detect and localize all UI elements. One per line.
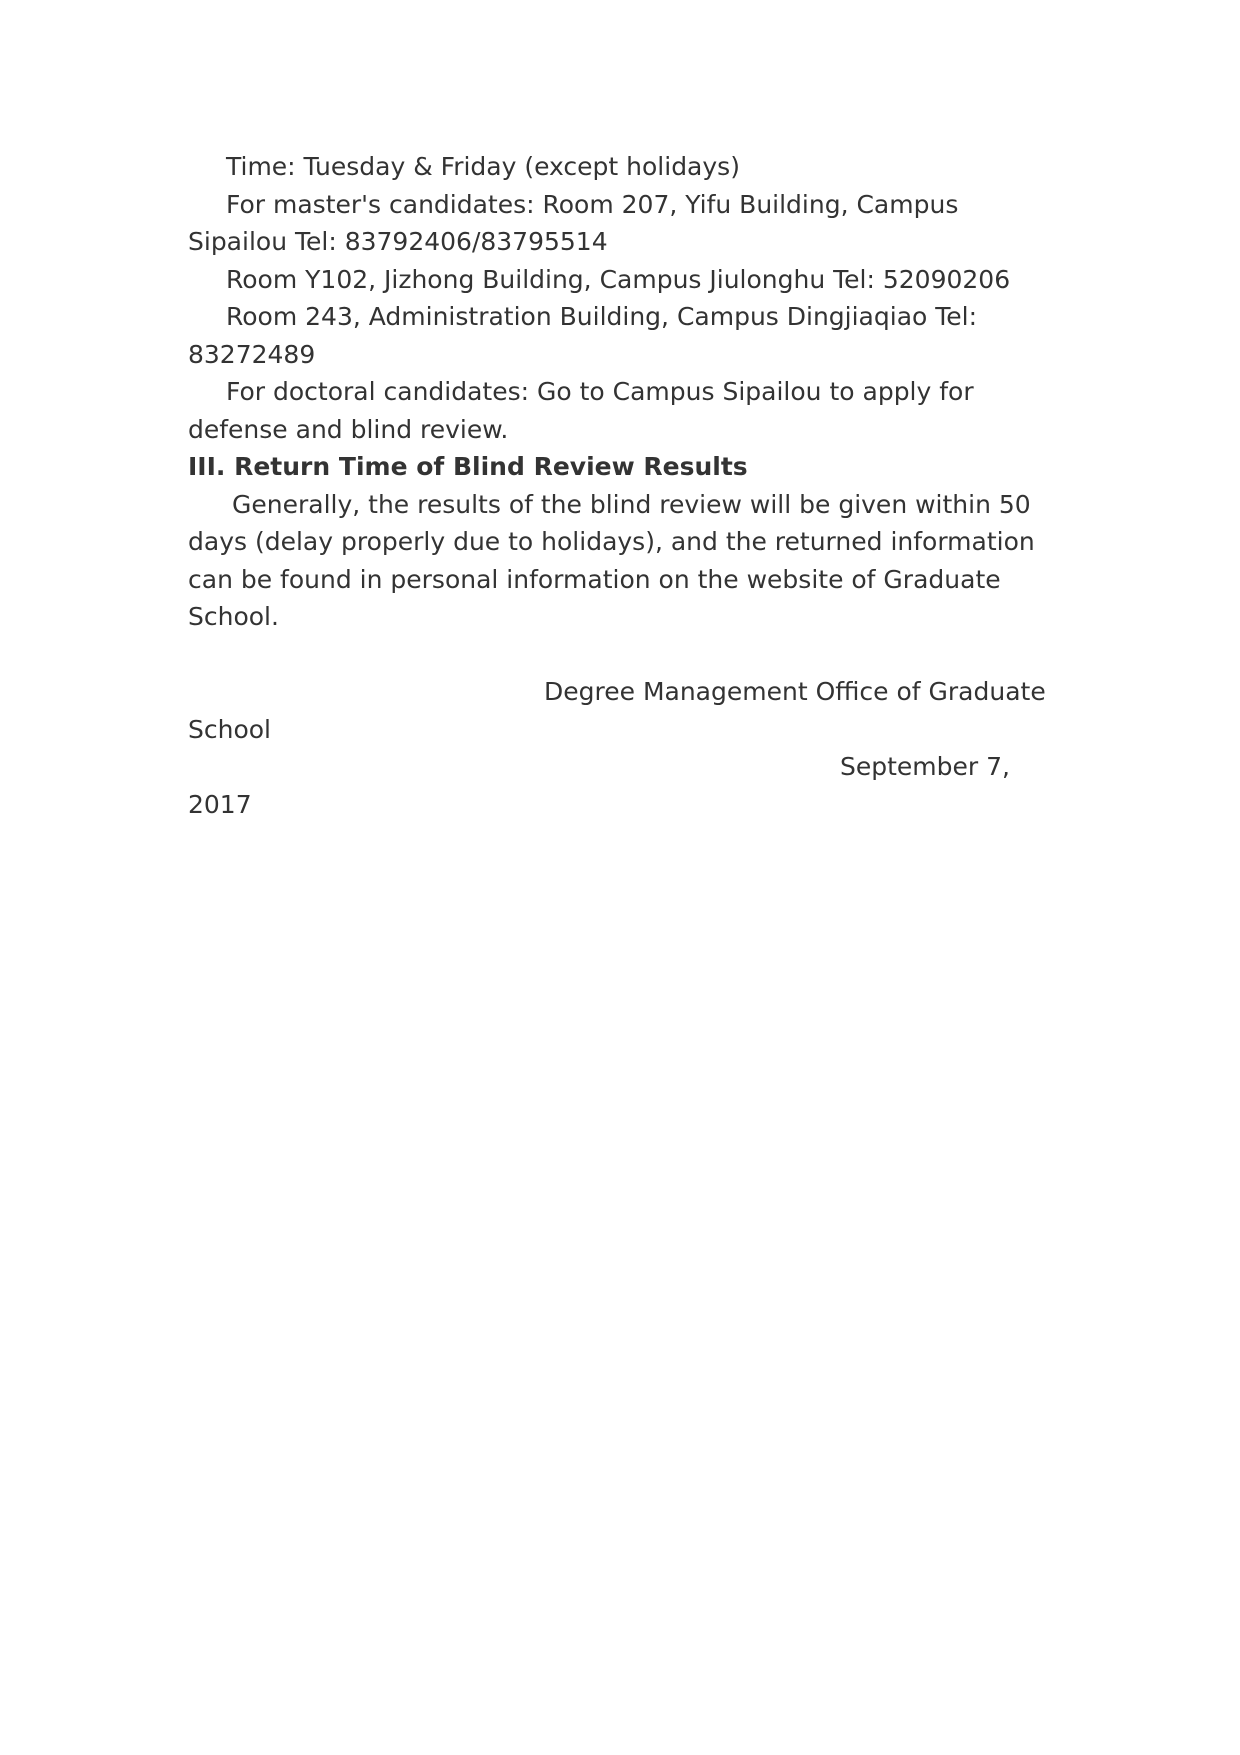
blank-line (188, 636, 1058, 674)
section-heading: III. Return Time of Blind Review Results (188, 452, 748, 481)
results-paragraph-line: days (delay properly due to holidays), and the returned information (188, 527, 1035, 556)
signature-date-cont: 2017 (188, 789, 252, 819)
signature-office: Degree Management Office of Graduate (544, 677, 1046, 706)
office-hours-text: Time: Tuesday & Friday (except holidays) (226, 152, 740, 181)
results-paragraph-line: can be found in personal information on the website of Graduate (188, 564, 1001, 594)
signature-office-cont: School (188, 714, 271, 744)
doctoral-text-cont: defense and blind review. (188, 414, 509, 444)
masters-location-text: For master's candidates: Room 207, Yifu Building, Campus (226, 189, 959, 219)
doctoral-text: For doctoral candidates: Go to Campus Sipailou to apply for (226, 377, 974, 406)
results-paragraph-line: Generally, the results of the blind review will be given within 50 (232, 489, 1031, 519)
results-paragraph-line: School. (188, 602, 279, 631)
document-body (188, 148, 1058, 823)
jiulonghu-location-text: Room Y102, Jizhong Building, Campus Jiulonghu Tel: 52090206 (226, 264, 1011, 294)
dingjiaqiao-location-text-cont: 83272489 (188, 339, 316, 369)
masters-location-text-cont: Sipailou Tel: 83792406/83795514 (188, 227, 608, 256)
dingjiaqiao-location-text: Room 243, Administration Building, Campus Dingjiaqiao Tel: (226, 302, 978, 331)
signature-date: September 7, (840, 752, 1010, 781)
